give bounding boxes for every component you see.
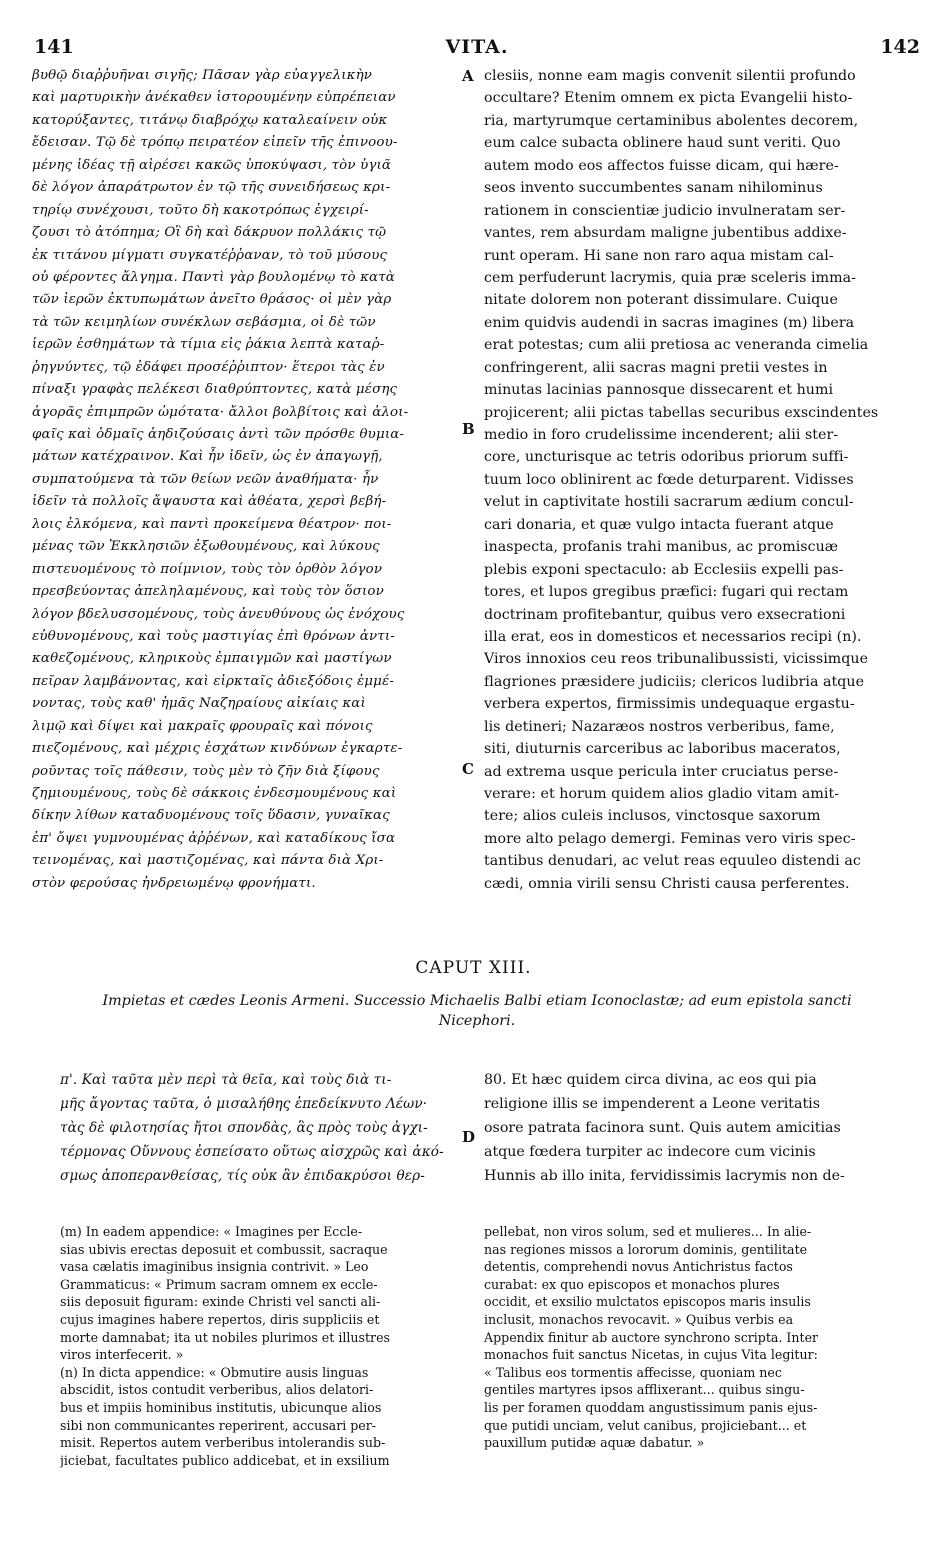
footnote-line: occidit, et exsilio mulctatos episcopos maris insulis (484, 1294, 811, 1310)
greek-text-line: ἱερῶν ἐσθημάτων τὰ τίμια εἰς ῥάκια λεπτὰ καταῤ- (32, 337, 385, 353)
latin-text-line: verare: et horum quidem alios gladio vitam amit- (484, 786, 840, 802)
latin-text-line: cari donaria, et quæ vulgo intacta fuerant atque (484, 516, 834, 533)
greek-column-section-80 (60, 1068, 450, 1188)
latin-text-line: tantibus denudari, ac velut reas equuleo distendi ac (484, 853, 861, 870)
page-number-left: 141 (34, 36, 74, 58)
latin-text-line: Viros innoxios ceu reos tribunalibussisti, vicissimque (484, 651, 869, 668)
latin-text-line: tuum loco oblinirent ac fœde deturparent. Vidisses (484, 471, 854, 488)
column-marker-a: A (462, 67, 474, 85)
footnote-line: cujus imagines habere repertos, diris suppliciis et (60, 1311, 380, 1327)
greek-text-line: συμπατούμενα τὰ τῶν θείων νεῶν ἀναθήματα· ἦν (32, 471, 379, 487)
footnote-line: misit. Repertos autem verberibus intolerandis sub- (60, 1435, 386, 1451)
footnotes-right (484, 1223, 926, 1452)
footnote-line: que putidi unciam, velut canibus, projiciebant... et (484, 1417, 807, 1433)
latin-text-line: eum calce subacta oblinere haud sunt veriti. Quo (484, 135, 841, 152)
chapter-summary-line: Nicephori. (438, 1013, 516, 1029)
latin-text-line: minutas lacinias pannosque dissecarent et humi (484, 382, 834, 399)
greek-text-line: τὰς δὲ φιλοτησίας ἤτοι σπονδὰς, ἃς πρὸς τοὺς ἀγχι- (60, 1120, 428, 1136)
greek-text-line: οὐ φέροντες ἄλγημα. Παντὶ γὰρ βουλομένῳ τὸ κατὰ (32, 269, 395, 285)
latin-text-line: seos invento succumbentes sanam nihilominus (484, 180, 823, 197)
greek-text-line: λόγον βδελυσσομένους, τοὺς ἀνευθύνους ὡς ἐνόχους (32, 606, 405, 622)
greek-text-line: ζημιουμένους, τοὺς δὲ σάκκοις ἐνδεσμουμένους καὶ (32, 786, 397, 801)
chapter-heading: CAPUT XIII. (415, 958, 532, 978)
latin-text-line: cædi, omnia virili sensu Christi causa perferentes. (484, 875, 850, 892)
footnote-line: Grammaticus: « Primum sacram omnem ex eccle- (60, 1276, 378, 1292)
greek-text-line: ροῦντας τοῖς πάθεσιν, τοὺς μὲν τὸ ζῆν διὰ ξίφους (32, 763, 380, 779)
greek-text-line: πιστευομένους τὸ ποίμνιον, τοὺς τὸν ὀρθὸν λόγον (32, 561, 383, 577)
latin-text-line: more alto pelago demergi. Feminas vero viris spec- (484, 830, 856, 847)
latin-text-line: nitate dolorem non poterant dissimulare. Cuique (484, 292, 838, 309)
greek-text-line: κατορύξαντες, τιτάνῳ διαβρόχῳ καταλεαίνειν οὐκ (32, 112, 388, 128)
greek-text-line: ἐκ τιτάνου μίγματι συγκατέῤῥαναν, τὸ τοῦ μύσους (32, 247, 388, 263)
footnote-line: pellebat, non viros solum, sed et mulieres... In alie- (484, 1224, 812, 1239)
footnote-line: sibi non communicantes reperirent, accusari per- (60, 1417, 377, 1433)
latin-text-line: ad extrema usque pericula inter cruciatus perse- (484, 763, 839, 780)
greek-text-line: ἔδεισαν. Τῷ δὲ τρόπῳ πειρατέον εἰπεῖν τῆς ἐπινοου- (32, 135, 398, 151)
greek-text-line: ἰδεῖν τὰ πολλοῖς ἄψαυστα καὶ ἀθέατα, χερσὶ βεβή- (32, 494, 387, 510)
latin-text-line: projicerent; alii pictas tabellas securibus exscindentes (484, 404, 879, 421)
footnote-line: vasa cælatis imaginibus insignia contrivit. » Leo (60, 1259, 369, 1275)
latin-text-line: ria, martyrumque certaminibus abolentes decorem, (484, 112, 859, 129)
greek-column-top (32, 65, 452, 895)
running-head (34, 36, 920, 66)
page-number-right: 142 (880, 36, 920, 58)
greek-text-line: τὰ τῶν κειμηλίων συνέκλων σεβάσμια, οἱ δὲ τῶν (32, 314, 376, 330)
greek-text-line: λοις ἑλκόμενα, καὶ παντὶ προκείμενα θέατρον· ποι- (32, 516, 392, 532)
latin-text-line: osore patrata facinora sunt. Quis autem amicitias (484, 1120, 841, 1136)
latin-text-line: clesiis, nonne eam magis convenit silentii profundo (484, 68, 856, 84)
column-marker-b: B (462, 420, 475, 438)
greek-text-line: καθεζομένους, κληρικοὺς ἐμπαιγμῶν καὶ μαστίγων (32, 651, 392, 667)
greek-text-line: εὐθυνομένους, καὶ τοὺς μαστιγίας ἐπὶ θρόνων ἀντι- (32, 628, 395, 644)
greek-text-line: φαῖς καὶ ὀδμαῖς ἀηδιζούσαις ἀντὶ τῶν πρόσθε θυμια- (32, 427, 405, 442)
footnote-line: pauxillum putidæ aquæ dabatur. » (484, 1435, 705, 1451)
footnote-line: nas regiones missos a lororum dominis, gentilitate (484, 1241, 808, 1257)
footnote-line: monachos fuit sanctus Nicetas, in cujus Vita legitur: (484, 1347, 818, 1363)
latin-text-line: doctrinam profitebantur, quibus vero exsecrationi (484, 606, 846, 623)
footnote-line: sias ubivis erectas deposuit et combussit, sacraque (60, 1241, 388, 1257)
latin-text-line: velut in captivitate hostili sacrarum ædium concul- (484, 494, 854, 511)
greek-text-line: π'. Καὶ ταῦτα μὲν περὶ τὰ θεῖα, καὶ τοὺς διὰ τι- (60, 1072, 392, 1088)
latin-text-line: core, uncturisque ac tetris odoribus priorum suffi- (484, 449, 849, 466)
greek-text-line: λιμῷ καὶ δίψει καὶ μακραῖς φρουραῖς καὶ πόνοις (32, 718, 373, 734)
footnote-line: curabat: ex quo episcopos et monachos plures (484, 1276, 780, 1292)
greek-text-line: ἀγορᾶς ἐπιμπρῶν ὠμότατα· ἄλλοι βολβίτοις καὶ ἀλοι- (32, 404, 409, 420)
footnote-line: Appendix finitur ab auctore synchrono scripta. Inter (484, 1329, 819, 1345)
latin-column-section-80 (484, 1068, 926, 1188)
chapter-summary (34, 991, 920, 1031)
footnote-line: (m) In eadem appendice: « Imagines per Eccle- (60, 1224, 363, 1239)
latin-text-line: enim quidvis audendi in sacras imagines (m) libera (484, 314, 855, 331)
latin-text-line: autem modo eos affectos fuisse dicam, qui hære- (484, 157, 839, 174)
greek-text-line: μῆς ἄγοντας ταῦτα, ὁ μισαλήθης ἐπεδείκνυτο Λέων· (60, 1096, 428, 1112)
running-title: VITA. (445, 36, 509, 58)
column-marker-c: C (462, 760, 474, 778)
latin-text-line: vantes, rem absurdam maligne jubentibus addixe- (484, 225, 847, 242)
greek-text-line: μάτων κατέχραινον. Καὶ ἦν ἰδεῖν, ὡς ἐν ἀπαγωγῇ, (32, 449, 383, 465)
latin-text-line: occultare? Etenim omnem ex picta Evangelii histo- (484, 90, 853, 107)
latin-text-line: erat potestas; cum alii pretiosa ac veneranda cimelia (484, 337, 869, 354)
latin-text-line: religione illis se impenderent a Leone veritatis (484, 1096, 820, 1112)
latin-text-line: medio in foro crudelissime incenderent; alii ster- (484, 427, 839, 443)
footnote-line: jiciebat, facultates publico addicebat, et in exsilium (60, 1452, 390, 1468)
latin-text-line: plebis exponi spectaculo: ab Ecclesiis expelli pas- (484, 561, 844, 578)
latin-text-line: tere; alios culeis inclusos, vinctosque saxorum (484, 808, 821, 825)
footnote-line: lis per foramen quoddam angustissimum panis ejus- (484, 1399, 818, 1415)
latin-text-line: lis detineri; Nazaræos nostros verberibus, fame, (484, 718, 835, 735)
footnote-line: siis deposuit figuram: exinde Christi vel sancti ali- (60, 1294, 381, 1310)
greek-text-line: τῶν ἱερῶν ἐκτυπωμάτων ἀνεῖτο θράσος· οἱ μὲν γὰρ (32, 292, 392, 308)
latin-text-line: 80. Et hæc quidem circa divina, ac eos qui pia (484, 1072, 817, 1088)
greek-text-line: καὶ μαρτυρικὴν ἀνέκαθεν ἱστορουμένην εὐπρέπειαν (32, 90, 396, 106)
latin-text-line: runt operam. Hi sane non raro aqua mistam cal- (484, 247, 834, 264)
latin-text-line: atque fœdera turpiter ac indecore cum vicinis (484, 1144, 816, 1160)
latin-text-line: siti, diuturnis carceribus ac laboribus maceratos, (484, 741, 841, 758)
latin-text-line: inaspecta, profanis trahi manibus, ac promiscuæ (484, 539, 839, 556)
latin-text-line: Hunnis ab illo inita, fervidissimis lacrymis non de- (484, 1168, 845, 1184)
greek-text-line: πιεζομένους, καὶ μέχρις ἐσχάτων κινδύνων ἐγκαρτε- (32, 741, 403, 757)
greek-text-line: δὲ λόγον ἀπαράτρωτον ἐν τῷ τῆς συνειδήσεως κρι- (32, 180, 391, 196)
greek-text-line: στὸν φερούσας ἠνδρειωμένῳ φρονήματι. (32, 875, 316, 891)
latin-text-line: verbera expertos, firmissimis undequaque ergastu- (484, 696, 855, 713)
greek-text-line: πεῖραν λαμβάνοντας, καὶ εἱρκταῖς ἀδιεξόδοις ἐμμέ- (32, 673, 395, 689)
footnote-line: viros interfecerit. » (60, 1347, 184, 1363)
latin-text-line: illa erat, eos in domesticos et necessarios recipi (n). (484, 628, 862, 645)
greek-text-line: βυθῷ διαῤῥυῆναι σιγῆς; Πᾶσαν γὰρ εὐαγγελικὴν (32, 68, 373, 83)
greek-text-line: πίναξι γραφὰς πελέκεσι διαθρύπτοντες, κατὰ μέσης (32, 382, 398, 398)
greek-text-line: πρεσβεύοντας ἀπεληλαμένους, καὶ τοὺς τὸν ὅσιον (32, 584, 384, 600)
greek-text-line: ἐπ' ὄψει γυμνουμένας ἀῤῥένων, καὶ καταδίκους ἴσα (32, 830, 396, 846)
footnote-line: gentiles martyres ipsos afflixerant... quibus singu- (484, 1382, 805, 1398)
latin-text-line: rationem in conscientiæ judicio invulneratam ser- (484, 202, 846, 219)
latin-text-line: flagriones præsidere judiciis; clericos ludibria atque (484, 673, 865, 690)
latin-text-line: cem perfuderunt lacrymis, quia præ sceleris imma- (484, 269, 856, 286)
chapter-summary-line: Impietas et cædes Leonis Armeni. Successio Michaelis Balbi etiam Iconoclastæ; ad eum epistola sancti (102, 993, 852, 1009)
footnote-line: (n) In dicta appendice: « Obmutire ausis linguas (60, 1364, 369, 1380)
latin-text-line: tores, et lupos gregibus præfici: fugari qui rectam (484, 584, 849, 601)
greek-text-line: ῥηγνύντες, τῷ ἐδάφει προσέῤῥιπτον· ἕτεροι τὰς ἐν (32, 359, 385, 375)
greek-text-line: μένης ἰδέας τῇ αἱρέσει κακῶς ὑποκύψασι, τὸν ὑγιᾶ (32, 157, 392, 173)
greek-text-line: μένας τῶν Ἐκκλησιῶν ἐξωθουμένους, καὶ λύκους (32, 539, 380, 555)
greek-text-line: σμως ἀποπερανθείσας, τίς οὐκ ἂν ἐπιδακρύσοι θερ- (60, 1168, 425, 1184)
latin-column-top (484, 65, 926, 895)
footnote-line: detentis, comprehendi novus Antichristus factos (484, 1259, 793, 1275)
greek-text-line: τηρίῳ συνέχουσι, τοῦτο δὴ κακοτρόπως ἐγχειρί- (32, 202, 369, 218)
latin-text-line: confringerent, alii sacras magni pretii vestes in (484, 359, 828, 376)
greek-text-line: τέρμονας Οὔννους ἐσπείσατο οὕτως αἰσχρῶς καὶ ἀκό- (60, 1144, 444, 1160)
column-marker-d: D (462, 1128, 476, 1146)
footnote-line: bus et impiis hominibus institutis, ubicunque alios (60, 1399, 382, 1415)
greek-text-line: ζουσι τὸ ἀτόπημα; Οἳ δὴ καὶ δάκρυον πολλάκις τῷ (32, 225, 387, 241)
footnote-line: abscidit, istos contudit verberibus, alios delatori- (60, 1382, 374, 1398)
footnote-line: inclusit, monachos revocavit. » Quibus verbis ea (484, 1311, 794, 1327)
greek-text-line: δίκην λίθων καταδυομένους τοῖς ὕδασιν, γυναῖκας (32, 808, 390, 824)
greek-text-line: τεινομένας, καὶ μαστιζομένας, καὶ πάντα διὰ Χρι- (32, 853, 384, 869)
greek-text-line: νοντας, τοὺς καθ' ἡμᾶς Ναζηραίους αἰκίαις καὶ (32, 696, 366, 712)
footnote-line: morte damnabat; ita ut nobiles plurimos et illustres (60, 1329, 390, 1345)
footnotes-left (60, 1223, 460, 1469)
footnote-line: « Talibus eos tormentis affecisse, quoniam nec (484, 1364, 782, 1380)
